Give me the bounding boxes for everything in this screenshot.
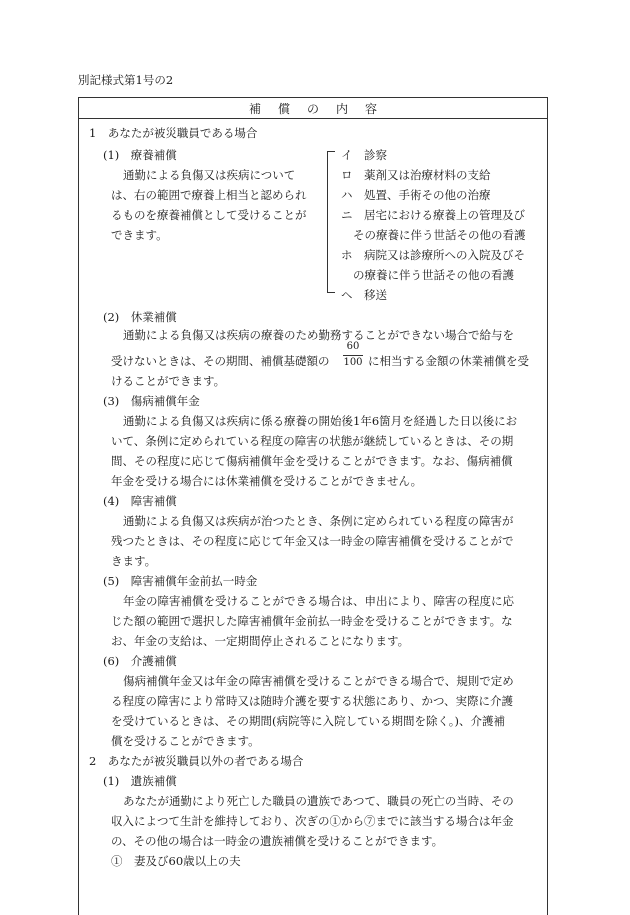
title-row bbox=[79, 98, 547, 119]
medical-heading: (1) 療養補償 bbox=[103, 148, 177, 162]
title-char: の bbox=[307, 102, 320, 116]
medical-item: ヘ 移送 bbox=[341, 288, 387, 302]
leave-heading: (2) 休業補償 bbox=[103, 310, 177, 324]
title-char: 容 bbox=[365, 102, 378, 116]
advance-line: 年金の障害補償を受けることができる場合は、申出により、障害の程度に応 bbox=[123, 594, 514, 608]
section1-heading: 1 あなたが被災職員である場合 bbox=[89, 126, 258, 140]
leave-line: に相当する金額の休業補償を受 bbox=[368, 354, 529, 368]
survivor-line: 収入によつて生計を維持しており、次ぎの①から⑦までに該当する場合は年金 bbox=[111, 814, 514, 828]
sickness-pension-line: 通勤による負傷又は疾病に係る療養の開始後1年6箇月を経過した日以後にお bbox=[123, 414, 518, 428]
fraction-numerator: 60 bbox=[346, 341, 360, 352]
medical-item: ハ 処置、手術その他の治療 bbox=[341, 188, 491, 202]
disability-heading: (4) 障害補償 bbox=[103, 494, 177, 508]
medical-desc-line: は、右の範囲で療養上相当と認められ bbox=[111, 188, 307, 202]
survivor-line: の、その他の場合は一時金の遺族補償を受けることができます。 bbox=[111, 834, 444, 848]
leave-line: 通勤による負傷又は疾病の療養のため勤務することができない場合で給与を bbox=[123, 328, 514, 342]
disability-line: 残つたときは、その程度に応じて年金又は一時金の障害補償を受けることがで bbox=[111, 534, 514, 548]
title-char: 償 bbox=[278, 102, 291, 116]
medical-item: ニ 居宅における療養上の管理及び bbox=[341, 208, 525, 222]
title-char: 補 bbox=[249, 102, 262, 116]
form-code: 別記様式第1号の2 bbox=[78, 73, 174, 87]
medical-item: の療養に伴う世話その他の看護 bbox=[353, 268, 514, 282]
disability-line: きます。 bbox=[111, 554, 157, 568]
sickness-pension-line: いて、条例に定められている程度の障害の状態が継続しているときは、その期 bbox=[111, 434, 514, 448]
medical-desc-line: るものを療養補償として受けることが bbox=[111, 208, 307, 222]
survivor-line: あなたが通勤により死亡した職員の遺族であつて、職員の死亡の当時、その bbox=[123, 794, 514, 808]
nursing-line: を受けているときは、その期間(病院等に入院している期間を除く。)、介護補 bbox=[111, 714, 505, 728]
advance-heading: (5) 障害補償年金前払一時金 bbox=[103, 574, 258, 588]
advance-line: じた額の範囲で選択した障害補償年金前払一時金を受けることができます。な bbox=[111, 614, 513, 628]
title-char: 内 bbox=[336, 102, 349, 116]
sickness-pension-line: 間、その程度に応じて傷病補償年金を受けることができます。なお、傷病補償 bbox=[111, 454, 513, 468]
medical-item: ホ 病院又は診療所への入院及びそ bbox=[341, 248, 525, 262]
survivor-item: ① 妻及び60歳以上の夫 bbox=[111, 854, 241, 868]
sickness-pension-heading: (3) 傷病補償年金 bbox=[103, 394, 200, 408]
nursing-line: る程度の障害により常時又は随時介護を要する状態にあり、かつ、実際に介護 bbox=[111, 694, 514, 708]
leave-line: 受けないときは、その期間、補償基礎額の bbox=[111, 354, 330, 368]
nursing-heading: (6) 介護補償 bbox=[103, 654, 177, 668]
advance-line: お、年金の支給は、一定期間停止されることになります。 bbox=[111, 634, 410, 648]
compensation-form bbox=[78, 97, 548, 915]
nursing-line: 償を受けることができます。 bbox=[111, 734, 260, 748]
medical-item: ロ 薬剤又は治療材料の支給 bbox=[341, 168, 491, 182]
section2-heading: 2 あなたが被災職員以外の者である場合 bbox=[89, 754, 304, 768]
survivor-heading: (1) 遺族補償 bbox=[103, 774, 177, 788]
medical-item: イ 診察 bbox=[341, 148, 387, 162]
medical-desc-line: できます。 bbox=[111, 228, 168, 242]
fraction-bar bbox=[343, 355, 363, 356]
medical-desc-line: 通勤による負傷又は疾病について bbox=[123, 168, 296, 182]
medical-item: その療養に伴う世話その他の看護 bbox=[353, 228, 526, 242]
fraction-denominator: 100 bbox=[343, 357, 363, 368]
leave-line: けることができます。 bbox=[111, 374, 226, 388]
medical-items-bracket bbox=[327, 151, 335, 293]
nursing-line: 傷病補償年金又は年金の障害補償を受けることができる場合で、規則で定め bbox=[123, 674, 514, 688]
disability-line: 通勤による負傷又は疾病が治つたとき、条例に定められている程度の障害が bbox=[123, 514, 514, 528]
sickness-pension-line: 年金を受ける場合には休業補償を受けることができません。 bbox=[111, 474, 423, 488]
